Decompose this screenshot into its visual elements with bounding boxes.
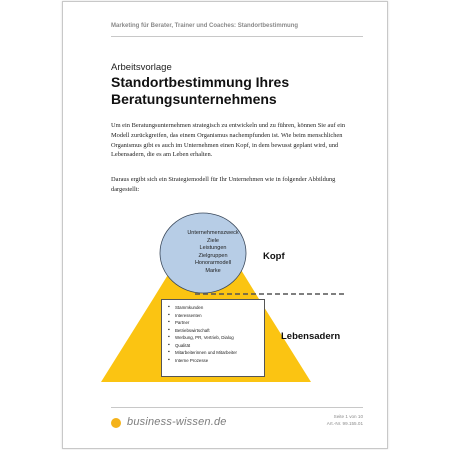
lebensadern-box <box>161 299 265 377</box>
list-item: ▪ Werbung, PR, Vertrieb, Dialog <box>168 334 264 342</box>
document-page <box>62 1 388 449</box>
article-number: Art.-Nr. 99.155.01 <box>326 421 363 426</box>
kopf-label: Kopf <box>263 251 285 262</box>
logo-dot-icon <box>111 418 121 428</box>
list-item: ▪ Mitarbeiterinnen und Mitarbeiter <box>168 349 264 357</box>
page-number: Seite 1 von 10 <box>333 414 363 419</box>
circle-item: Unternehmenszweck <box>187 230 239 236</box>
circle-item: Ziele <box>207 237 219 244</box>
document-type-label: Arbeitsvorlage <box>111 62 172 73</box>
circle-item: Leistungen <box>199 245 227 252</box>
circle-item: Honorarmodell <box>194 260 232 267</box>
strategy-model-diagram <box>63 2 389 450</box>
title-line-2: Beratungsunternehmens <box>111 91 277 107</box>
lebensadern-list <box>162 300 264 364</box>
running-header: Marketing für Berater, Trainer und Coaches: Standortbestimmung <box>111 23 299 29</box>
list-item: ▪ Betriebswirtschaft <box>168 327 264 335</box>
list-item: ▪ Qualität <box>168 342 264 350</box>
footer-divider <box>111 407 363 408</box>
list-item: ▪ Partner <box>168 319 264 327</box>
title-line-1: Standortbestimmung Ihres <box>111 74 290 90</box>
circle-item: Marke <box>205 267 221 274</box>
page-info <box>327 413 363 427</box>
list-item: ▪ Stammkunden <box>168 304 264 312</box>
figure-intro-paragraph: Daraus ergibt sich ein Strategiemodell für Ihr Unternehmen wie in folgender Abbildung dargestellt: <box>111 176 336 193</box>
kopf-circle-text <box>173 230 253 276</box>
intro-paragraph: Um ein Beratungsunternehmen strategisch zu entwickeln und zu führen, können Sie auf ein Modell zurückgreifen, das einem Organismus nachempfunden ist. Wie beim menschlichen Organismus gibt es auch im Unternehmen einen Kopf, in dem bewusst geplant wird, und Lebensadern, die es am Leben erhalten. <box>111 122 346 159</box>
lebensadern-label: Lebensadern <box>281 331 341 342</box>
circle-item: Zielgruppen <box>198 252 228 259</box>
list-item: ▪ Interne Prozesse <box>168 357 264 365</box>
list-item: ▪ Interessenten <box>168 312 264 320</box>
footer-logo: business-wissen.de <box>127 416 227 428</box>
